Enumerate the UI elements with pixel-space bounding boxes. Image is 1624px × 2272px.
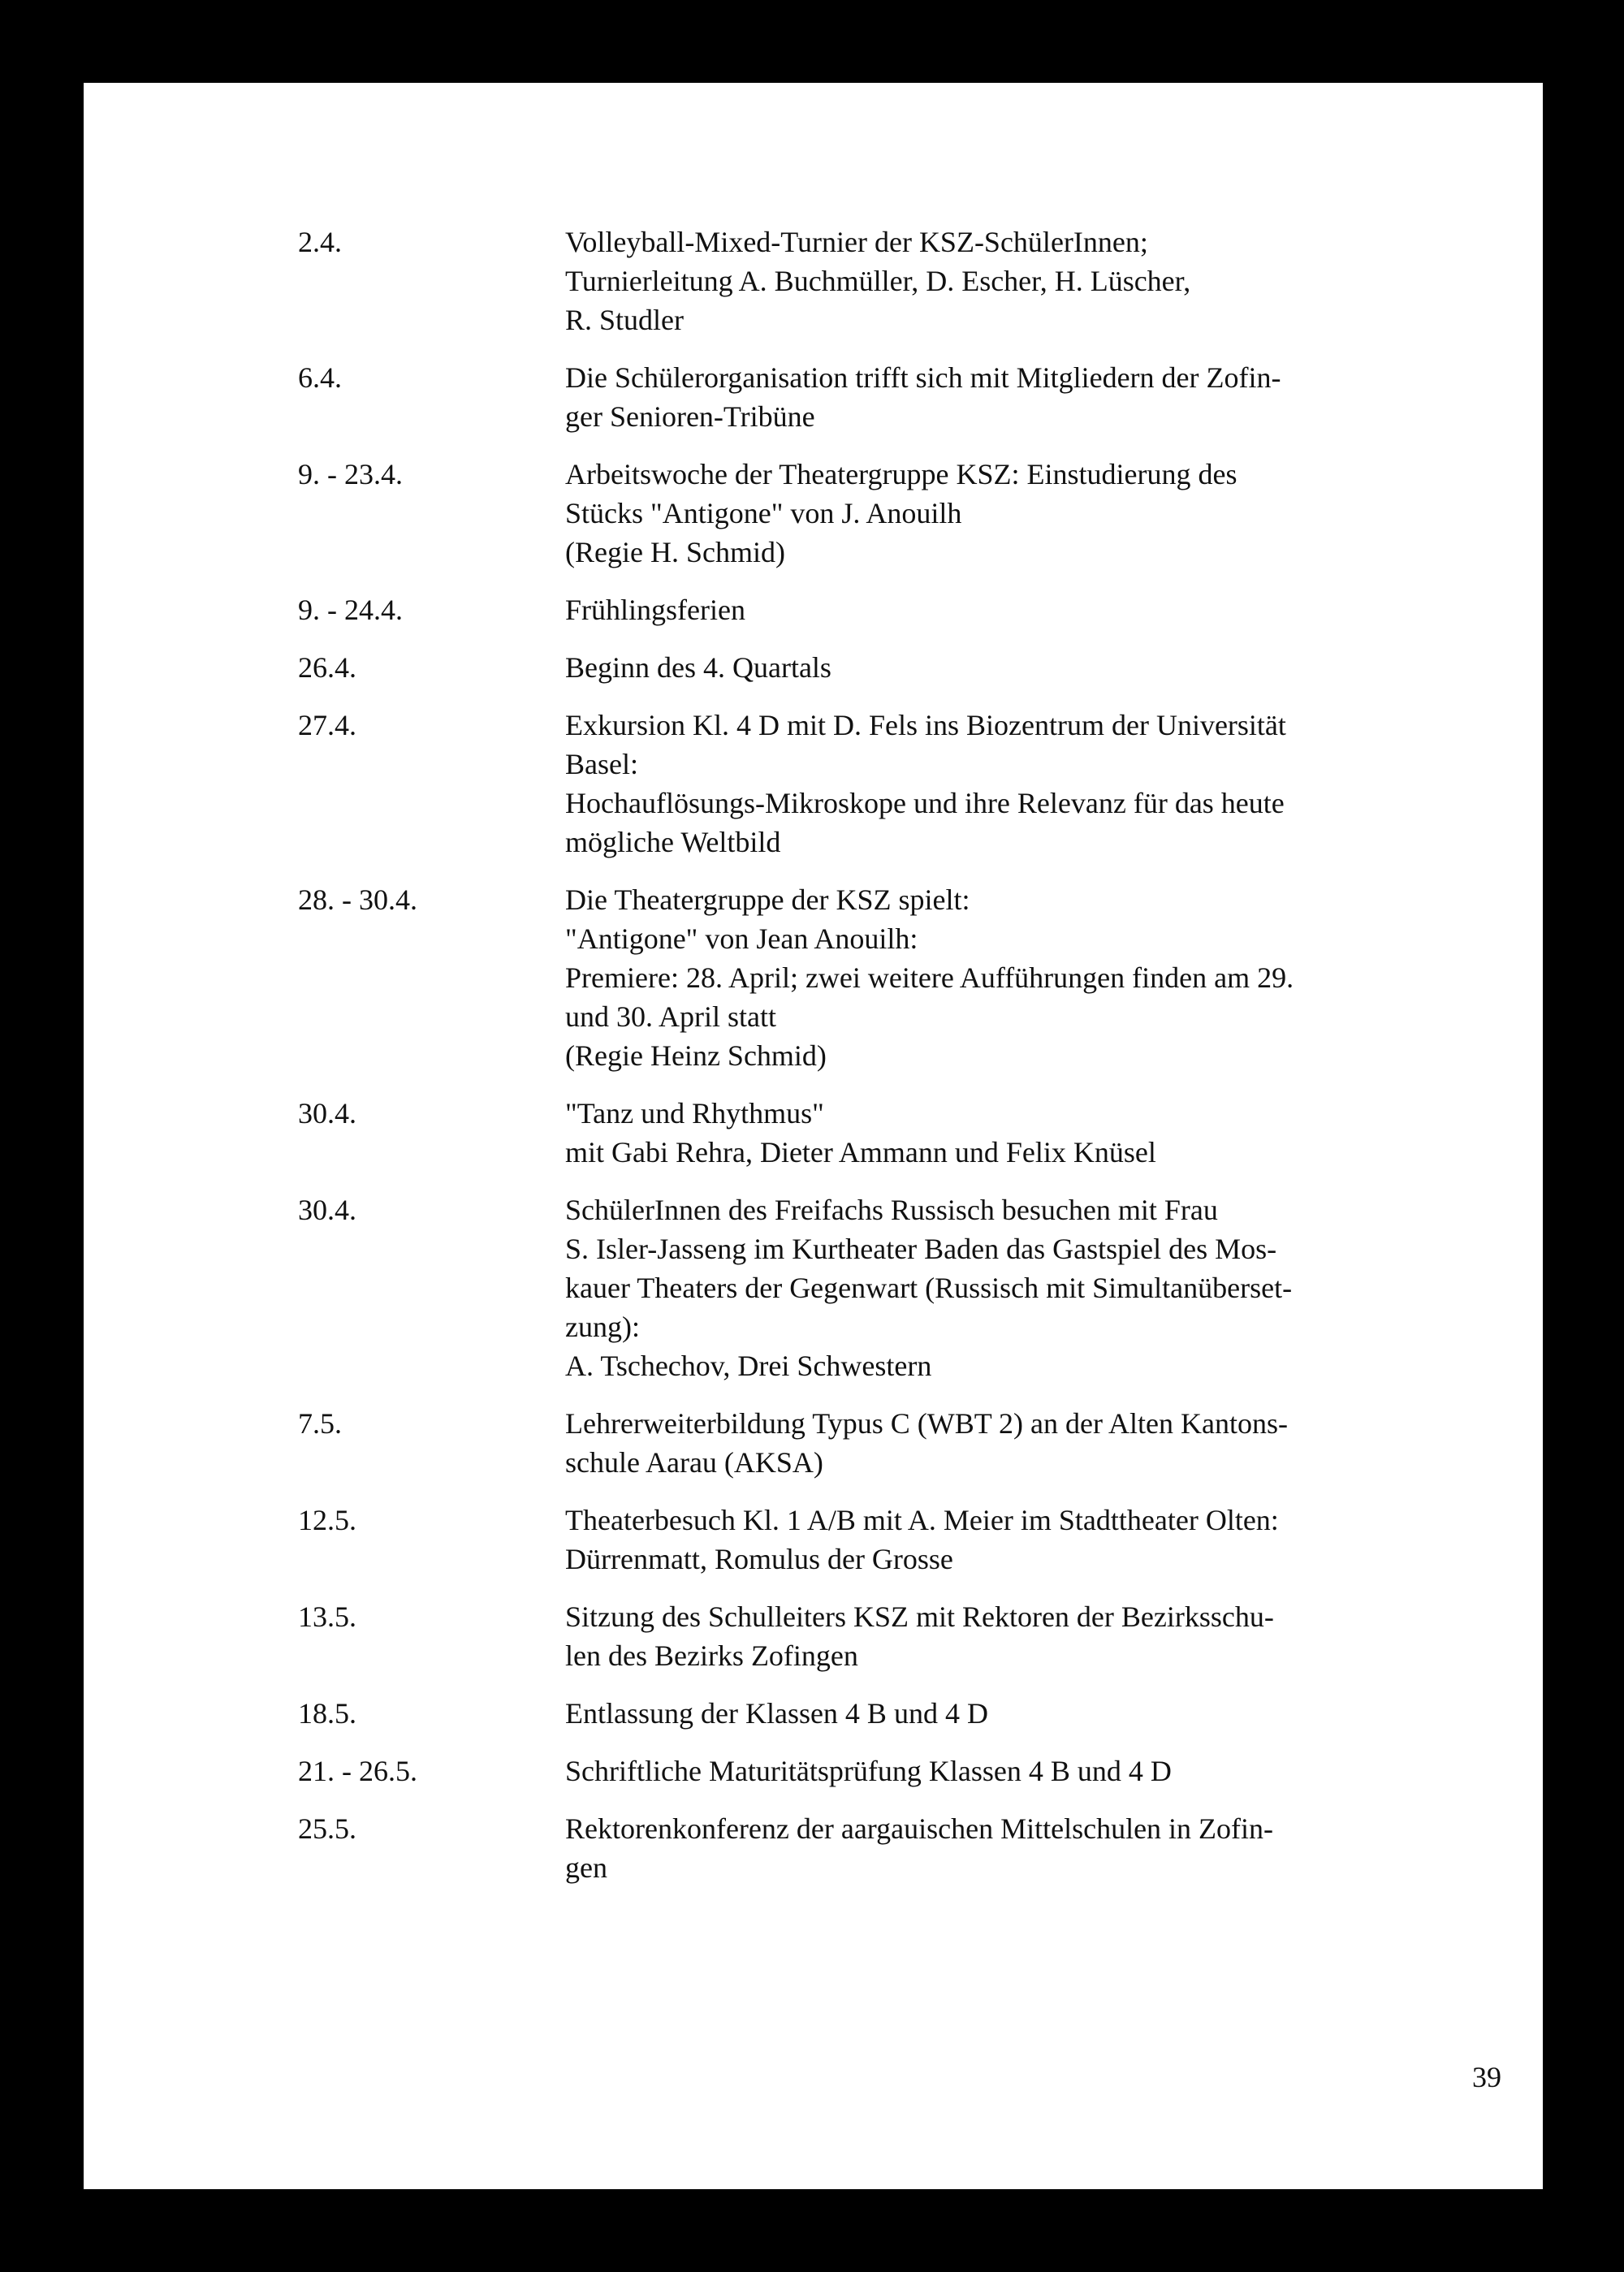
entry-description-line: Arbeitswoche der Theatergruppe KSZ: Einstudierung des (565, 458, 1237, 490)
entry-description-line: Schriftliche Maturitätsprüfung Klassen 4 B und 4 D (565, 1755, 1172, 1787)
entry-description-line: Theaterbesuch Kl. 1 A/B mit A. Meier im Stadttheater Olten: (565, 1504, 1279, 1536)
entry-description (565, 1752, 1497, 1790)
entry-description (565, 455, 1497, 572)
entry-description-line: "Antigone" von Jean Anouilh: (565, 922, 918, 955)
entry-description-line: Turnierleitung A. Buchmüller, D. Escher, H. Lüscher, (565, 265, 1191, 297)
entry-description-line: SchülerInnen des Freifachs Russisch besuchen mit Frau (565, 1194, 1218, 1226)
entry-description-line: Basel: (565, 748, 638, 780)
entry-description-line: mit Gabi Rehra, Dieter Ammann und Felix Knüsel (565, 1136, 1156, 1168)
entry-description-line: schule Aarau (AKSA) (565, 1446, 823, 1479)
entry-date: 25.5. (298, 1812, 356, 1845)
entry-date: 26.4. (298, 651, 356, 684)
entry-description-line: S. Isler-Jasseng im Kurtheater Baden das Gastspiel des Mos- (565, 1233, 1277, 1265)
entry-description (565, 358, 1497, 436)
chronicle-entry (298, 1752, 1497, 1790)
entry-description-line: (Regie Heinz Schmid) (565, 1039, 827, 1072)
chronicle-entry (298, 1404, 1497, 1482)
entry-description-line: Entlassung der Klassen 4 B und 4 D (565, 1697, 988, 1730)
chronicle-entry (298, 1597, 1497, 1675)
entry-description (565, 222, 1497, 339)
entry-description-line: (Regie H. Schmid) (565, 536, 785, 568)
entry-description-line: kauer Theaters der Gegenwart (Russisch mit Simultanüberset- (565, 1272, 1293, 1304)
chronicle-entry (298, 1694, 1497, 1733)
entry-description (565, 1094, 1497, 1172)
entry-description (565, 1694, 1497, 1733)
entry-description-line: Die Schülerorganisation trifft sich mit Mitgliedern der Zofin- (565, 361, 1281, 394)
entry-date: 30.4. (298, 1194, 356, 1226)
entry-description-line: Sitzung des Schulleiters KSZ mit Rektoren der Bezirksschu- (565, 1600, 1274, 1633)
entry-description (565, 1190, 1497, 1385)
entry-description (565, 648, 1497, 687)
entry-description (565, 590, 1497, 629)
entry-date: 9. - 24.4. (298, 594, 403, 626)
entry-description-line: Lehrerweiterbildung Typus C (WBT 2) an der Alten Kantons- (565, 1407, 1288, 1440)
chronicle-entry (298, 880, 1497, 1075)
chronicle-entry (298, 222, 1497, 339)
entry-description-line: Beginn des 4. Quartals (565, 651, 831, 684)
entry-description-line: gen (565, 1851, 607, 1884)
entry-description-line: Frühlingsferien (565, 594, 745, 626)
entry-description-line: Dürrenmatt, Romulus der Grosse (565, 1543, 953, 1575)
entry-date: 12.5. (298, 1504, 356, 1536)
chronicle-entry (298, 590, 1497, 629)
entry-description (565, 880, 1497, 1075)
chronicle-entry (298, 1190, 1497, 1385)
chronicle-entry (298, 648, 1497, 687)
entry-description-line: R. Studler (565, 304, 685, 336)
page-number: 39 (1472, 2061, 1501, 2093)
chronicle-entry-list (298, 222, 1497, 1906)
entry-description-line: A. Tschechov, Drei Schwestern (565, 1350, 932, 1382)
chronicle-entry (298, 1501, 1497, 1579)
entry-date: 18.5. (298, 1697, 356, 1730)
document-page (84, 83, 1543, 2189)
entry-date: 28. - 30.4. (298, 883, 417, 916)
entry-date: 9. - 23.4. (298, 458, 403, 490)
entry-description-line: und 30. April statt (565, 1000, 776, 1033)
entry-description-line: "Tanz und Rhythmus" (565, 1097, 824, 1130)
chronicle-entry (298, 1809, 1497, 1887)
entry-description-line: Premiere: 28. April; zwei weitere Aufführungen finden am 29. (565, 961, 1294, 994)
entry-date: 7.5. (298, 1407, 342, 1440)
entry-description (565, 1501, 1497, 1579)
entry-description-line: mögliche Weltbild (565, 826, 781, 858)
entry-date: 6.4. (298, 361, 342, 394)
entry-date: 21. - 26.5. (298, 1755, 417, 1787)
entry-description (565, 1597, 1497, 1675)
entry-description-line: Exkursion Kl. 4 D mit D. Fels ins Biozentrum der Universität (565, 709, 1286, 741)
entry-description-line: Rektorenkonferenz der aargauischen Mittelschulen in Zofin- (565, 1812, 1274, 1845)
chronicle-entry (298, 455, 1497, 572)
entry-description-line: ger Senioren-Tribüne (565, 400, 815, 433)
entry-description (565, 1404, 1497, 1482)
entry-description (565, 1809, 1497, 1887)
entry-description (565, 706, 1497, 862)
chronicle-entry (298, 706, 1497, 862)
entry-date: 27.4. (298, 709, 356, 741)
entry-date: 2.4. (298, 226, 342, 258)
chronicle-entry (298, 1094, 1497, 1172)
chronicle-entry (298, 358, 1497, 436)
entry-date: 30.4. (298, 1097, 356, 1130)
entry-description-line: Volleyball-Mixed-Turnier der KSZ-SchülerInnen; (565, 226, 1148, 258)
entry-description-line: Stücks "Antigone" von J. Anouilh (565, 497, 962, 529)
entry-description-line: Die Theatergruppe der KSZ spielt: (565, 883, 970, 916)
entry-date: 13.5. (298, 1600, 356, 1633)
entry-description-line: len des Bezirks Zofingen (565, 1639, 858, 1672)
entry-description-line: zung): (565, 1311, 640, 1343)
entry-description-line: Hochauflösungs-Mikroskope und ihre Relevanz für das heute (565, 787, 1285, 819)
